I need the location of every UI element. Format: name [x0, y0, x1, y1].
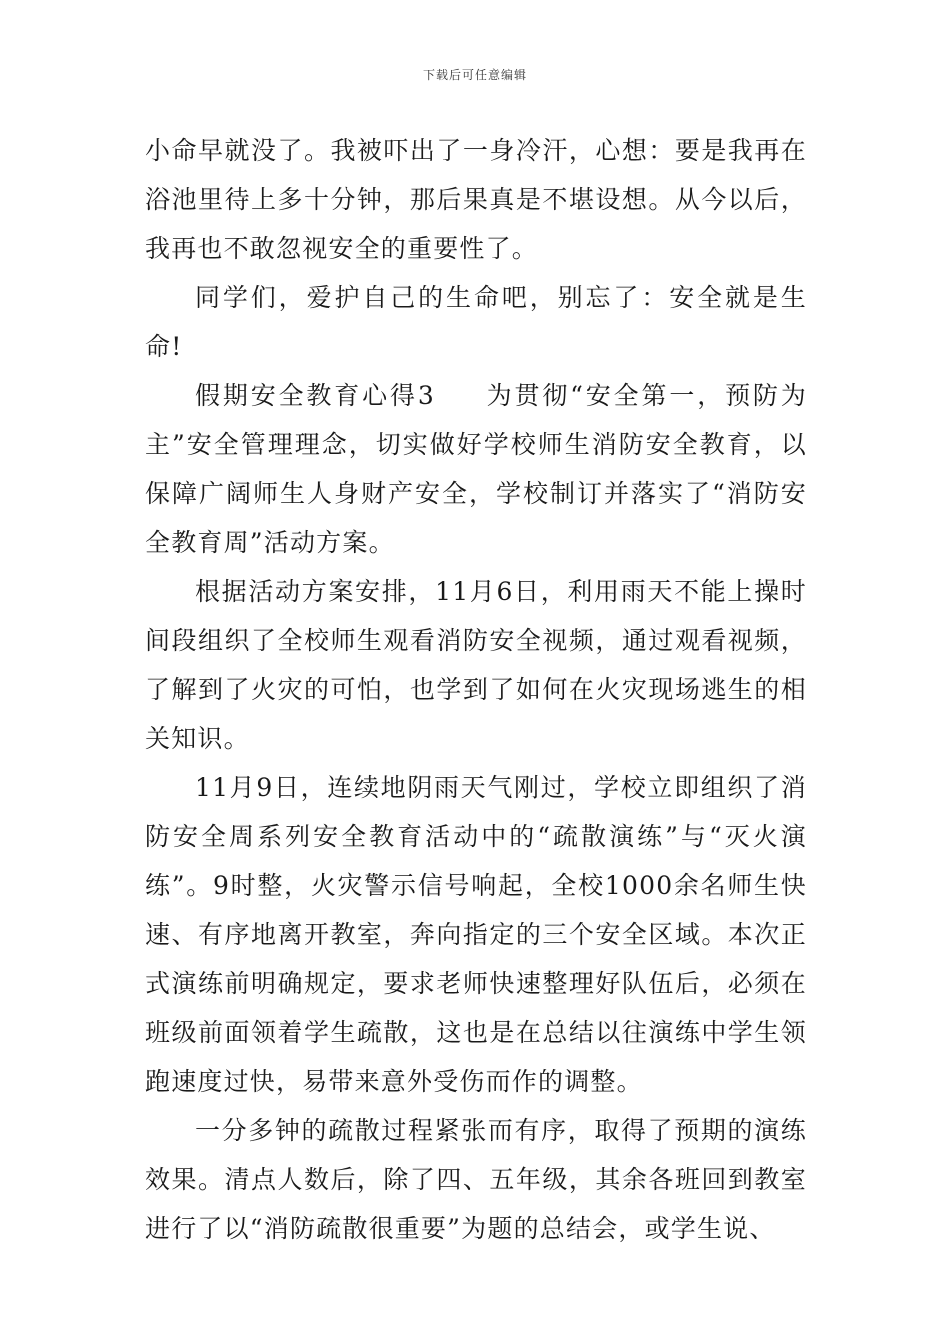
paragraph-slogan: 同学们，爱护自己的生命吧，别忘了：安全就是生命!: [145, 283, 807, 361]
document-body: [145, 126, 807, 1253]
paragraph-evacuation-drill: 11月9日，连续地阴雨天气刚过，学校立即组织了消防安全周系列安全教育活动中的“疏散演练”与“灭火演练”。9时整，火灾警示信号响起，全校1000余名师生快速、有序地离开教室，奔向指定的三个安全区域。本次正式演练前明确规定，要求老师快速整理好队伍后，必须在班级前面领着学生疏散，这也是在总结以往演练中学生领跑速度过快，易带来意外受伤而作的调整。: [145, 773, 807, 1096]
section-intro: 为贯彻“安全第一，预防为主”安全管理理念，切实做好学校师生消防安全教育，以保障广阔师生人身财产安全，学校制订并落实了“消防安全教育周”活动方案。: [145, 381, 807, 557]
paragraph-drill-result: 一分多钟的疏散过程紧张而有序，取得了预期的演练效果。清点人数后，除了四、五年级，其余各班回到教室进行了以“消防疏散很重要”为题的总结会，或学生说、: [145, 1116, 807, 1243]
paragraph-continuation: 小命早就没了。我被吓出了一身冷汗，心想：要是我再在浴池里待上多十分钟，那后果真是不堪设想。从今以后，我再也不敢忽视安全的重要性了。: [145, 136, 807, 263]
paragraph-video-viewing: 根据活动方案安排，11月6日，利用雨天不能上操时间段组织了全校师生观看消防安全视频，通过观看视频，了解到了火灾的可怕，也学到了如何在火灾现场逃生的相关知识。: [145, 577, 807, 753]
section-title: 假期安全教育心得3: [195, 381, 435, 410]
page-header: 下载后可任意编辑: [422, 68, 527, 82]
paragraph-section-3: [145, 371, 807, 567]
